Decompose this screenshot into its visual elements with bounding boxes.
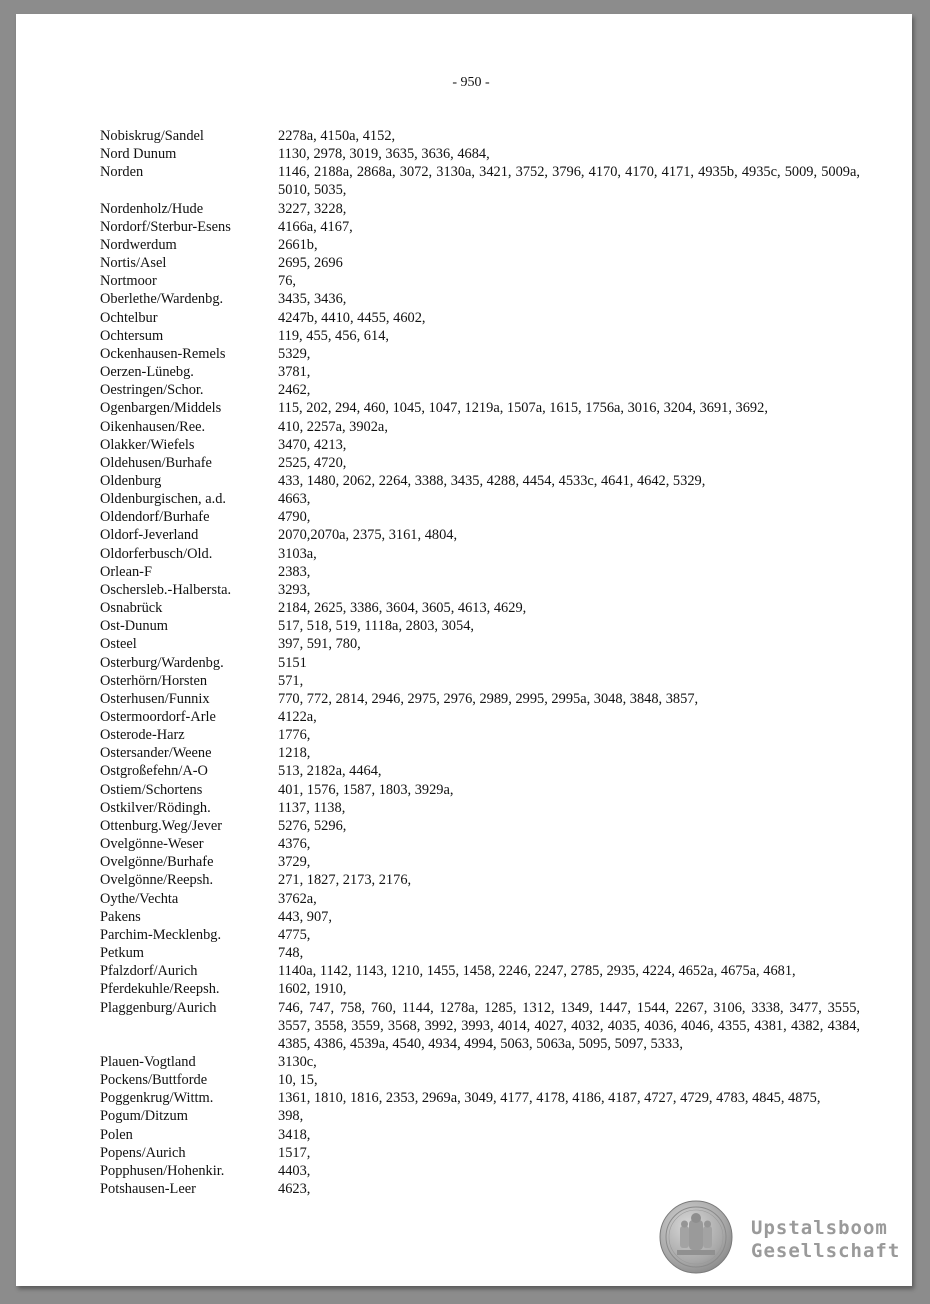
document-page (16, 14, 912, 1286)
place-name: Osnabrück (100, 600, 163, 617)
reference-numbers: 5276, 5296, (278, 817, 347, 834)
index-entry (100, 1144, 860, 1162)
reference-numbers: 4790, (278, 509, 311, 526)
society-name-line1: Upstalsboom (751, 1217, 888, 1239)
place-name: Oldenburg (100, 472, 162, 489)
index-entry (100, 309, 860, 327)
place-name: Ostkilver/Rödingh. (100, 799, 211, 816)
reference-numbers: 3130c, (278, 1053, 317, 1070)
place-name: Pakens (100, 908, 141, 925)
index-entry (100, 472, 860, 490)
place-name: Nordorf/Sterbur-Esens (100, 218, 231, 235)
index-entry (100, 381, 860, 399)
reference-numbers: 1130, 2978, 3019, 3635, 3636, 4684, (278, 146, 490, 163)
index-entry (100, 890, 860, 908)
place-name: Oschersleb.-Halbersta. (100, 581, 232, 598)
place-name: Pockens/Buttforde (100, 1072, 208, 1089)
reference-numbers: 3470, 4213, (278, 436, 347, 453)
reference-numbers: 398, (278, 1108, 304, 1125)
reference-numbers: 271, 1827, 2173, 2176, (278, 872, 412, 889)
place-name: Oerzen-Lünebg. (100, 364, 194, 381)
place-name: Poggenkrug/Wittm. (100, 1090, 214, 1107)
reference-numbers: 3435, 3436, (278, 291, 347, 308)
reference-numbers: 1137, 1138, (278, 799, 346, 816)
place-name: Pfalzdorf/Aurich (100, 963, 198, 980)
reference-numbers: 748, (278, 945, 304, 962)
index-entry (100, 617, 860, 635)
index-entry (100, 345, 860, 363)
place-name: Ottenburg.Weg/Jever (100, 817, 223, 834)
reference-numbers: 3227, 3228, (278, 200, 347, 217)
index-entry (100, 1053, 860, 1071)
index-entry (100, 508, 860, 526)
index-entry (100, 980, 860, 998)
index-entry (100, 690, 860, 708)
index-entry (100, 599, 860, 617)
place-name: Osteel (100, 636, 137, 653)
place-name: Oikenhausen/Ree. (100, 418, 206, 435)
place-name: Plaggenburg/Aurich (100, 999, 217, 1016)
reference-numbers: 2278a, 4150a, 4152, (278, 128, 396, 144)
place-name: Ochtelbur (100, 309, 158, 326)
place-name: Plauen-Vogtland (100, 1053, 196, 1070)
place-name: Ovelgönne/Reepsh. (100, 872, 214, 889)
index-entry (100, 272, 860, 290)
index-entry (100, 908, 860, 926)
reference-numbers: 3293, (278, 581, 311, 598)
index-entry (100, 399, 860, 417)
place-name: Norden (100, 164, 144, 181)
index-entry (100, 363, 860, 381)
place-name: Oythe/Vechta (100, 890, 179, 907)
reference-numbers: 2661b, (278, 236, 318, 253)
index-entry (100, 944, 860, 962)
reference-numbers: 4775, (278, 926, 311, 943)
reference-numbers: 397, 591, 780, (278, 636, 361, 653)
place-name: Osterode-Harz (100, 727, 185, 744)
reference-numbers: 443, 907, (278, 908, 332, 925)
index-entry (100, 1180, 860, 1198)
reference-numbers: 513, 2182a, 4464, (278, 763, 382, 780)
place-name: Nordwerdum (100, 236, 177, 253)
index-entry (100, 200, 860, 218)
place-name: Ostiem/Schortens (100, 781, 203, 798)
reference-numbers: 4403, (278, 1162, 311, 1179)
reference-numbers: 4623, (278, 1181, 311, 1198)
reference-numbers: 1140a, 1142, 1143, 1210, 1455, 1458, 2246, 2247, 2785, 2935, 4224, 4652a, 4675a, 4681, (278, 963, 796, 980)
index-entry (100, 127, 860, 145)
index-entry (100, 635, 860, 653)
place-name: Ockenhausen-Remels (100, 345, 226, 362)
reference-numbers: 4247b, 4410, 4455, 4602, (278, 309, 426, 326)
place-name: Oldorferbusch/Old. (100, 545, 213, 562)
place-name: Ostersander/Weene (100, 745, 212, 762)
place-name: Ostermoordorf-Arle (100, 709, 216, 725)
index-entry (100, 762, 860, 780)
index-entry (100, 1107, 860, 1125)
place-name: Oldendorf/Burhafe (100, 509, 210, 526)
index-entry (100, 781, 860, 799)
index-entry (100, 1071, 860, 1089)
index-entry (100, 708, 860, 726)
index-entry (100, 327, 860, 345)
reference-numbers: 1218, (278, 745, 311, 762)
reference-numbers: 2184, 2625, 3386, 3604, 3605, 4613, 4629, (278, 600, 527, 617)
place-name: Oldenburgischen, a.d. (100, 491, 227, 508)
index-entry (100, 1089, 860, 1107)
reference-numbers: 2070,2070a, 2375, 3161, 4804, (278, 527, 458, 544)
place-name: Ovelgönne-Weser (100, 836, 204, 853)
reference-numbers: 4663, (278, 491, 311, 508)
reference-numbers: 2383, (278, 563, 311, 580)
index-entry (100, 835, 860, 853)
place-name: Orlean-F (100, 563, 152, 580)
index-entry (100, 545, 860, 563)
index-entry (100, 254, 860, 272)
reference-numbers: 410, 2257a, 3902a, (278, 418, 388, 435)
reference-numbers: 4166a, 4167, (278, 218, 353, 235)
place-name: Popphusen/Hohenkir. (100, 1162, 225, 1179)
index-entry (100, 817, 860, 835)
place-name: Parchim-Mecklenbg. (100, 926, 222, 943)
index-entry (100, 145, 860, 163)
index-entry (100, 999, 860, 1053)
place-name: Nortmoor (100, 273, 157, 290)
place-name: Ochtersum (100, 327, 164, 344)
place-name: Nortis/Asel (100, 255, 167, 272)
index-entry (100, 1126, 860, 1144)
reference-numbers: 1517, (278, 1144, 311, 1161)
index-entry (100, 418, 860, 436)
place-name: Ovelgönne/Burhafe (100, 854, 214, 871)
index-entry (100, 290, 860, 308)
reference-numbers: 770, 772, 2814, 2946, 2975, 2976, 2989, 2995, 2995a, 3048, 3848, 3857, (278, 690, 699, 707)
reference-numbers: 5329, (278, 345, 311, 362)
reference-numbers: 3762a, (278, 890, 317, 907)
place-name: Ostgroßefehn/A-O (100, 763, 208, 780)
place-name: Nord Dunum (100, 146, 177, 163)
reference-numbers: 3781, (278, 364, 311, 381)
index-entry (100, 163, 860, 199)
place-name: Polen (100, 1126, 133, 1143)
reference-numbers: 1146, 2188a, 2868a, 3072, 3130a, 3421, 3752, 3796, 4170, 4170, 4171, 4935b, 4935c, 5009, 5009a, 5010, 5035, (278, 164, 860, 199)
index-entry (100, 672, 860, 690)
place-name: Pferdekuhle/Reepsh. (100, 981, 220, 998)
place-name: Osterhusen/Funnix (100, 690, 210, 707)
index-entry (100, 799, 860, 817)
place-name: Olakker/Wiefels (100, 436, 195, 453)
index-entry (100, 436, 860, 454)
society-name-line2: Gesellschaft (751, 1240, 901, 1262)
place-name: Oberlethe/Wardenbg. (100, 291, 224, 308)
index-entry (100, 454, 860, 472)
index-entry (100, 962, 860, 980)
index-entry (100, 654, 860, 672)
reference-numbers: 76, (278, 273, 296, 290)
index-entry (100, 218, 860, 236)
society-name (751, 1217, 900, 1263)
reference-numbers: 119, 455, 456, 614, (278, 327, 389, 344)
reference-numbers: 5151 (278, 654, 307, 671)
reference-numbers: 401, 1576, 1587, 1803, 3929a, (278, 781, 454, 798)
society-seal-logo (659, 1200, 733, 1274)
place-name: Potshausen-Leer (100, 1181, 196, 1198)
reference-numbers: 2525, 4720, (278, 454, 347, 471)
place-name: Nordenholz/Hude (100, 200, 204, 217)
page-number: - 950 - (452, 75, 490, 90)
reference-numbers: 3418, (278, 1126, 311, 1143)
place-name: Oestringen/Schor. (100, 382, 204, 399)
reference-numbers: 517, 518, 519, 1118a, 2803, 3054, (278, 618, 474, 635)
index-entry (100, 744, 860, 762)
index-entry (100, 871, 860, 889)
place-name: Osterburg/Wardenbg. (100, 654, 224, 671)
place-index-list (100, 127, 860, 1198)
reference-numbers: 433, 1480, 2062, 2264, 3388, 3435, 4288, 4454, 4533c, 4641, 4642, 5329, (278, 472, 706, 489)
reference-numbers: 2695, 2696 (278, 255, 343, 272)
index-entry (100, 726, 860, 744)
index-entry (100, 236, 860, 254)
place-name: Petkum (100, 945, 144, 962)
reference-numbers: 571, (278, 672, 304, 689)
place-name: Ogenbargen/Middels (100, 400, 222, 417)
reference-numbers: 1361, 1810, 1816, 2353, 2969a, 3049, 4177, 4178, 4186, 4187, 4727, 4729, 4783, 4845, 4875, (278, 1090, 821, 1107)
index-entry (100, 526, 860, 544)
reference-numbers: 115, 202, 294, 460, 1045, 1047, 1219a, 1507a, 1615, 1756a, 3016, 3204, 3691, 3692, (278, 400, 768, 417)
index-entry (100, 563, 860, 581)
reference-numbers: 1776, (278, 727, 311, 744)
place-name: Popens/Aurich (100, 1144, 186, 1161)
index-entry (100, 926, 860, 944)
index-entry (100, 581, 860, 599)
reference-numbers: 4376, (278, 836, 311, 853)
place-name: Nobiskrug/Sandel (100, 128, 204, 144)
reference-numbers: 4122a, (278, 709, 317, 725)
place-name: Oldehusen/Burhafe (100, 454, 212, 471)
reference-numbers: 1602, 1910, (278, 981, 347, 998)
reference-numbers: 3103a, (278, 545, 317, 562)
reference-numbers: 2462, (278, 382, 311, 399)
reference-numbers: 3729, (278, 854, 311, 871)
index-entry (100, 490, 860, 508)
reference-numbers: 746, 747, 758, 760, 1144, 1278a, 1285, 1312, 1349, 1447, 1544, 2267, 3106, 3338, 3477, 3555, 3557, 3558, 3559, 3568, 3992, 3993, 4014, 4027, 4032, 4035, 4036, 4046, 4355, 4381, 4382, 4384, 4385, 4386, 4539a, 4540, 4934, 4994, 5063, 5063a, 5095, 5097, 5333, (278, 999, 860, 1052)
index-entry (100, 853, 860, 871)
place-name: Oldorf-Jeverland (100, 527, 199, 544)
place-name: Osterhörn/Horsten (100, 672, 208, 689)
index-entry (100, 1162, 860, 1180)
place-name: Ost-Dunum (100, 618, 168, 635)
place-name: Pogum/Ditzum (100, 1108, 188, 1125)
reference-numbers: 10, 15, (278, 1072, 318, 1089)
